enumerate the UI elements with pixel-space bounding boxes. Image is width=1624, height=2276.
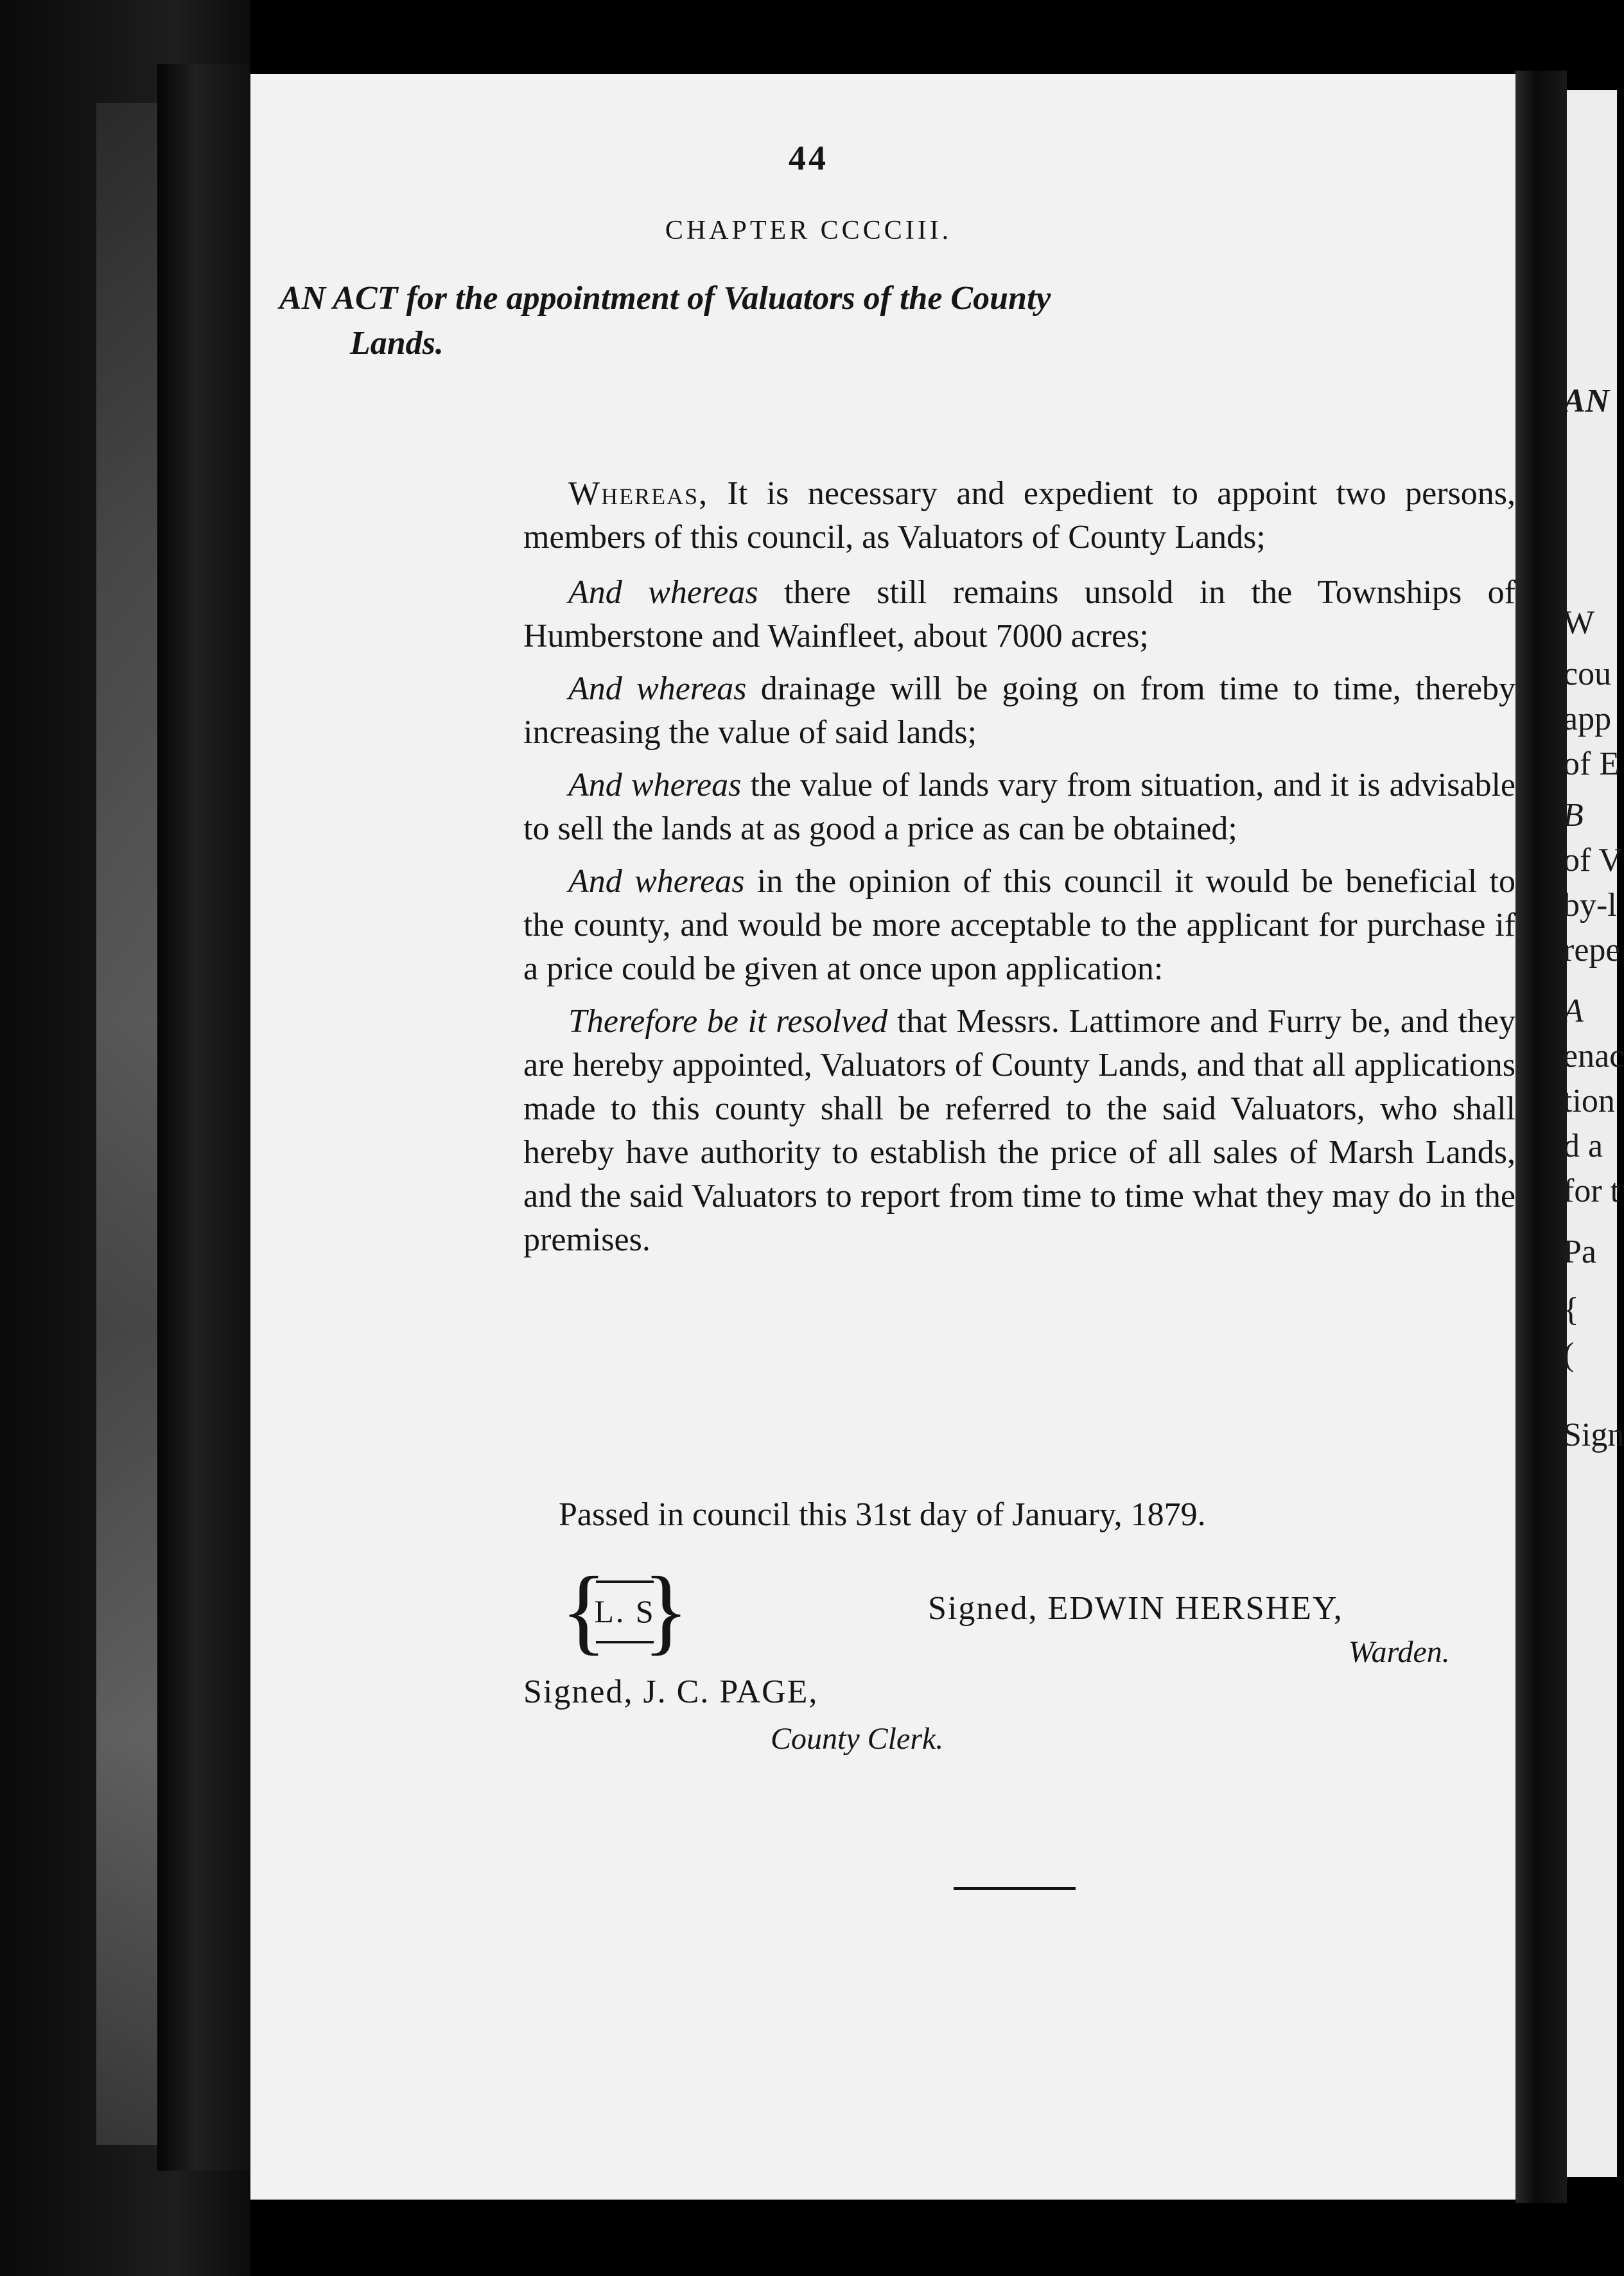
next-fragment: W <box>1563 604 1595 641</box>
paragraph-text: in the opinion of this council it would be beneficial to the county, and would be more acceptable to the applicant for purchase if a price could be given at once upon application: <box>523 863 1515 987</box>
warden-signature: Signed, EDWIN HERSHEY, <box>928 1590 1343 1627</box>
book-binding-left <box>0 0 250 2276</box>
next-fragment: ( <box>1563 1336 1575 1373</box>
act-title-line-2: Lands. <box>350 325 444 362</box>
resolution-paragraph <box>523 1000 1515 1262</box>
clerk-title: County Clerk. <box>771 1722 944 1756</box>
next-fragment: A <box>1563 993 1584 1029</box>
next-fragment: for t <box>1563 1173 1620 1209</box>
resolution-lead: Therefore be it resolved <box>568 1003 888 1040</box>
page-number: 44 <box>789 139 828 177</box>
next-fragment: AN <box>1563 383 1610 419</box>
next-fragment: { <box>1563 1291 1579 1328</box>
warden-title: Warden. <box>1349 1635 1450 1669</box>
act-body <box>523 472 1515 1271</box>
whereas-lead: And whereas <box>568 670 747 707</box>
paragraph-text: the value of lands vary from situation, and it is advisable to sell the lands at as good a price as can be obtained; <box>523 767 1516 847</box>
seal-brace-left: { <box>561 1557 607 1664</box>
adjacent-page-fragment <box>1563 90 1624 2177</box>
clerk-signature: Signed, J. C. PAGE, <box>523 1674 819 1710</box>
whereas-paragraph <box>523 764 1515 851</box>
act-title <box>279 276 1519 366</box>
next-fragment: of E <box>1563 746 1620 782</box>
paragraph-text: there still remains unsold in the Townships of Humberstone and Wainfleet, about 7000 acres; <box>523 574 1515 654</box>
binding-gutter <box>157 64 250 2171</box>
next-fragment: enac <box>1563 1038 1624 1074</box>
seal-brace-right: } <box>643 1557 689 1664</box>
paragraph-text: drainage will be going on from time to time, thereby increasing the value of said lands; <box>523 670 1515 751</box>
act-title-line-1: AN ACT for the appointment of Valuators of the County <box>279 280 1051 317</box>
next-fragment: d a <box>1563 1128 1603 1164</box>
whereas-paragraph <box>523 667 1515 755</box>
section-rule <box>954 1887 1076 1890</box>
passed-date: Passed in council this 31st day of January, 1879. <box>559 1496 1206 1533</box>
seal <box>561 1557 689 1670</box>
whereas-lead: Whereas, <box>568 475 709 512</box>
next-fragment: tion <box>1563 1083 1615 1119</box>
chapter-heading: CHAPTER CCCCIII. <box>665 216 952 245</box>
whereas-paragraph <box>523 860 1515 991</box>
next-fragment: cou <box>1563 656 1612 692</box>
whereas-paragraph <box>523 571 1515 658</box>
next-fragment: Pa <box>1563 1234 1596 1270</box>
whereas-lead: And whereas <box>568 767 742 803</box>
paragraph-text: It is necessary and expedient to appoint two persons, members of this council, as Valuators of County Lands; <box>523 475 1515 556</box>
next-fragment: by-l <box>1563 887 1617 924</box>
seal-label: L. S <box>594 1593 656 1629</box>
page-gutter-right <box>1515 71 1567 2203</box>
next-fragment: app <box>1563 701 1612 737</box>
next-fragment: Sign <box>1563 1417 1624 1453</box>
page-edges <box>96 103 161 2145</box>
whereas-paragraph <box>523 472 1515 559</box>
next-fragment: B <box>1563 797 1584 834</box>
whereas-lead: And whereas <box>568 574 758 611</box>
paragraph-text: that Messrs. Lattimore and Furry be, and they are hereby appointed, Valuators of County Lands, and that all applications made to this county shall be referred to the said Valuators, who shall hereby have authority to establish the price of all sales of Marsh Lands, and the said Valuators to report from time to time what they may do in the premises. <box>523 1003 1515 1258</box>
next-fragment: repe <box>1563 932 1621 968</box>
next-fragment: of V <box>1563 842 1623 879</box>
whereas-lead: And whereas <box>568 863 745 900</box>
